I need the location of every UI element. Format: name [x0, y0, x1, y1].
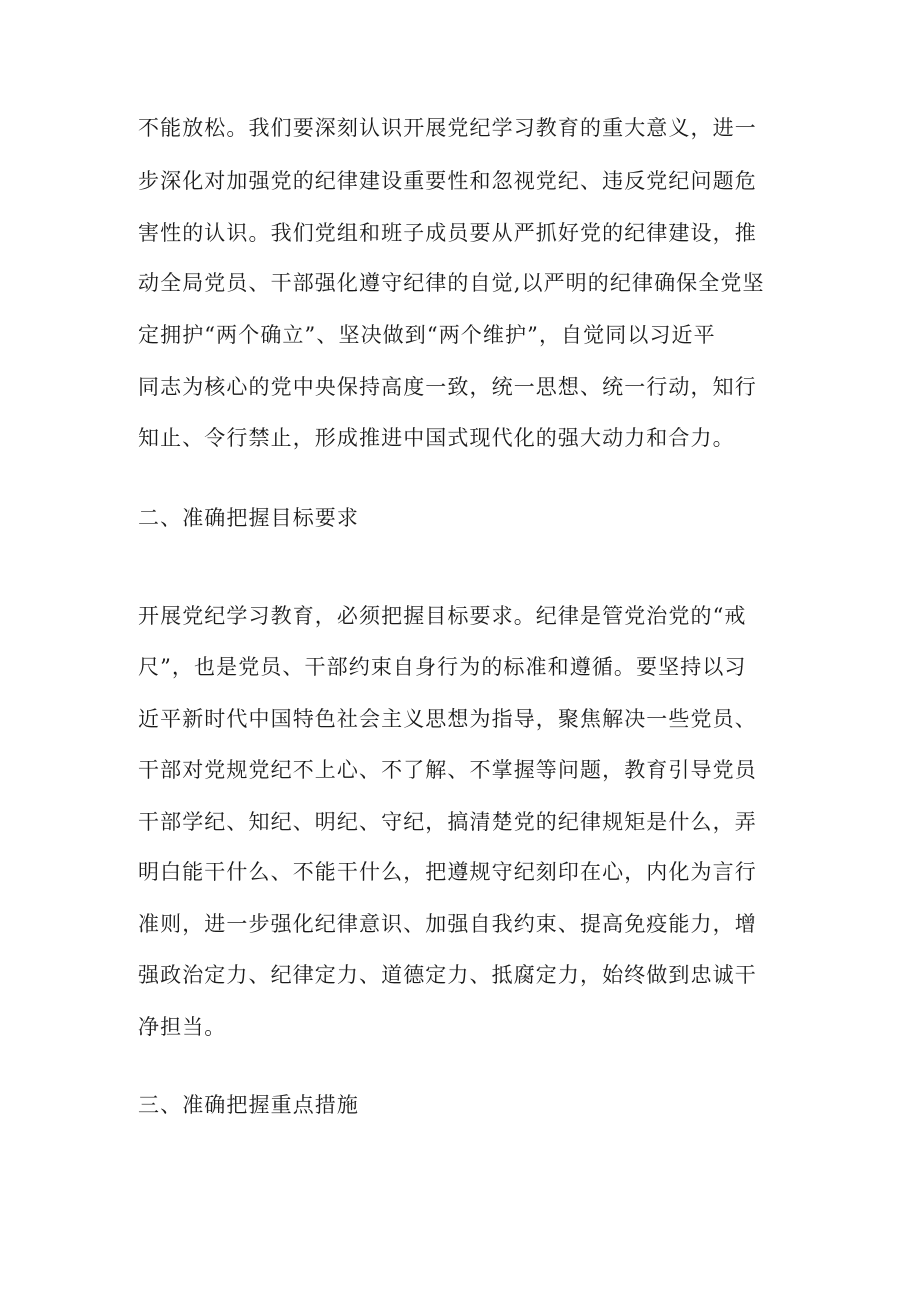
paragraph-1-line: 同志为核心的党中央保持高度一致，统一思想、统一行动，知行 [138, 375, 757, 399]
paragraph-1-line: 动全局党员、干部强化遵守纪律的自觉,以严明的纪律确保全党坚 [138, 271, 765, 295]
paragraph-1-line: 害性的认识。我们党组和班子成员要从严抓好党的纪律建设，推 [138, 221, 757, 245]
paragraph-2-line: 开展党纪学习教育，必须把握目标要求。纪律是管党治党的“戒 [138, 604, 747, 628]
paragraph-2-line: 近平新时代中国特色社会主义思想为指导，聚焦解决一些党员、 [138, 707, 757, 731]
paragraph-2-line: 强政治定力、纪律定力、道德定力、抵腐定力，始终做到忠诚干 [138, 963, 757, 987]
section-heading-3: 三、准确把握重点措施 [138, 1093, 359, 1117]
paragraph-1-line: 定拥护“两个确立”、坚决做到“两个维护”，自觉同以习近平 [138, 323, 716, 347]
section-heading-2: 二、准确把握目标要求 [138, 506, 359, 530]
paragraph-2-line: 净担当。 [138, 1015, 227, 1039]
paragraph-1-line: 不能放松。我们要深刻认识开展党纪学习教育的重大意义，进一 [138, 116, 757, 140]
paragraph-2-line: 尺”，也是党员、干部约束自身行为的标准和遵循。要坚持以习 [138, 655, 747, 679]
paragraph-1-line: 步深化对加强党的纪律建设重要性和忽视党纪、违反党纪问题危 [138, 169, 757, 193]
paragraph-1-line: 知止、令行禁止，形成推进中国式现代化的强大动力和合力。 [138, 426, 735, 450]
paragraph-2-line: 明白能干什么、不能干什么，把遵规守纪刻印在心，内化为言行 [138, 860, 757, 884]
paragraph-2-line: 准则，进一步强化纪律意识、加强自我约束、提高免疫能力，增 [138, 912, 757, 936]
paragraph-2-line: 干部学纪、知纪、明纪、守纪，搞清楚党的纪律规矩是什么，弄 [138, 810, 757, 834]
paragraph-2-line: 干部对党规党纪不上心、不了解、不掌握等问题，教育引导党员 [138, 758, 757, 782]
